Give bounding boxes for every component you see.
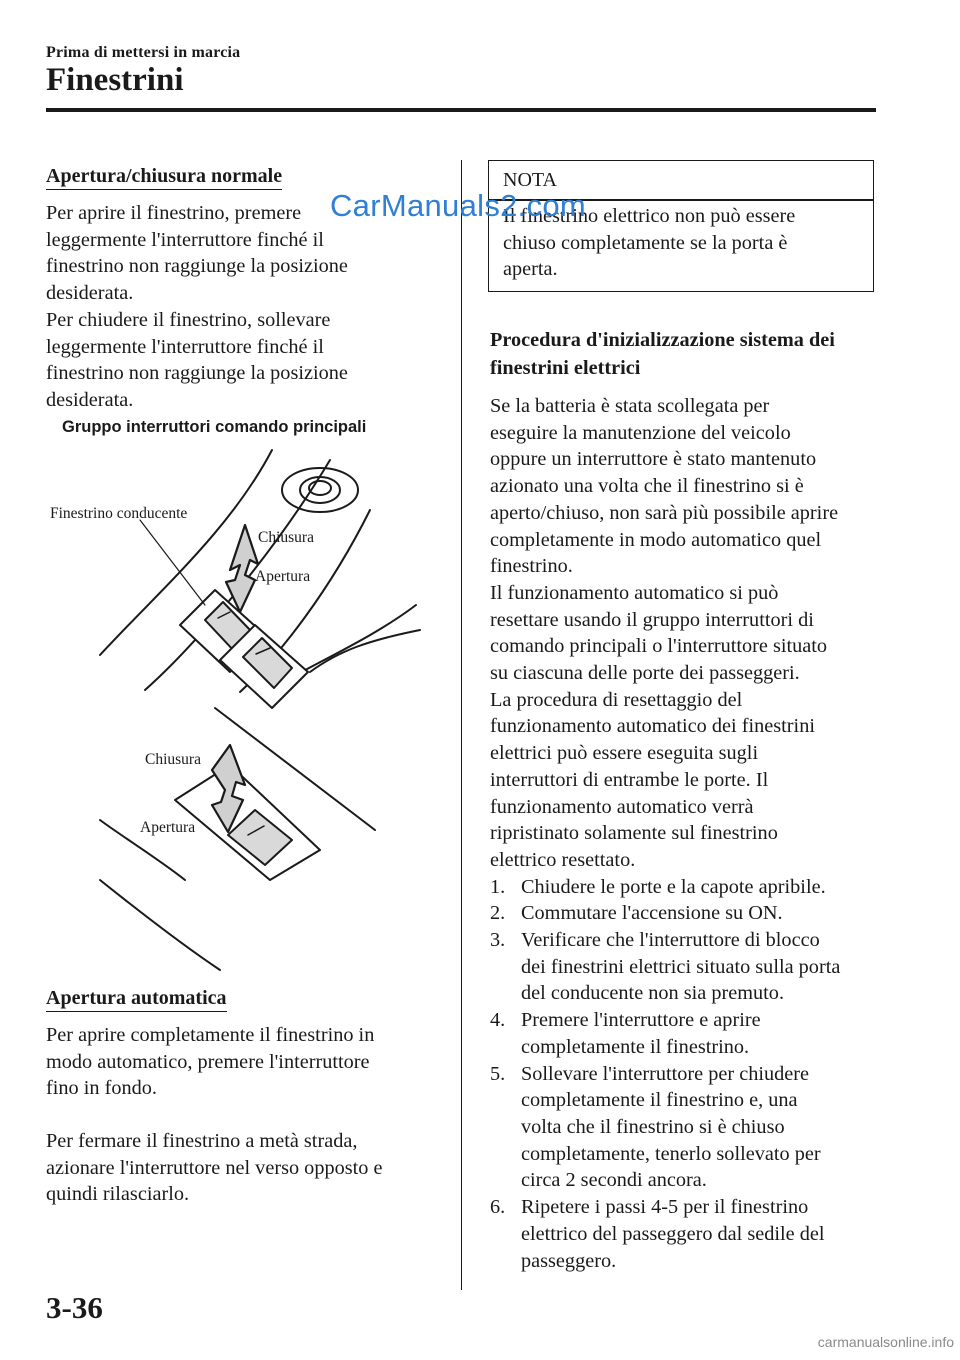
text-line: quindi rilasciarlo. — [46, 1183, 190, 1206]
step-item — [490, 1061, 890, 1195]
text-line: circa 2 secondi ancora. — [521, 1169, 707, 1192]
chapter-title: Finestrini — [46, 62, 184, 98]
header-rule — [46, 108, 876, 112]
text-line: chiuso completamente se la porta è — [503, 231, 788, 254]
leader-line — [140, 520, 205, 605]
armrest-line — [310, 630, 420, 672]
text-line: comando principali o l'interruttore situato — [490, 635, 828, 658]
nota-box — [488, 160, 874, 292]
step-item — [490, 1194, 890, 1274]
text-line: Per fermare il finestrino a metà strada, — [46, 1130, 358, 1152]
page-number: 3-36 — [46, 1290, 103, 1325]
text-line: completamente il finestrino. — [521, 1035, 750, 1058]
text-line: del conducente non sia premuto. — [521, 982, 785, 1005]
text-line: Per chiudere il finestrino, sollevare — [46, 308, 331, 331]
text-line: leggermente l'interruttore finché il — [46, 335, 324, 358]
step-item — [490, 874, 890, 901]
text-line: funzionamento automatico verrà — [490, 795, 754, 818]
step-number: 3. — [490, 929, 506, 952]
text-line: dei finestrini elettrici situato sulla porta — [521, 955, 841, 978]
text-line: ripristinato solamente sul finestrino — [490, 822, 778, 845]
text-line: finestrino non raggiunge la posizione — [46, 362, 348, 385]
figure-caption: Gruppo interruttori comando principali — [62, 418, 367, 436]
heading-init-procedure — [490, 326, 880, 382]
heading-auto-open — [46, 986, 227, 1010]
text-line: Per aprire completamente il finestrino in — [46, 1024, 375, 1046]
text-line: Premere l'interruttore e aprire — [521, 1009, 761, 1032]
text-line: La procedura di resettaggio del — [490, 688, 743, 711]
text-line: finestrino. — [490, 555, 573, 578]
para-normal-operation — [46, 200, 446, 414]
column-divider — [461, 160, 462, 1290]
text-line: volta che il finestrino si è chiuso — [521, 1115, 785, 1138]
label-driver-window: Finestrino conducente — [50, 505, 188, 522]
text-line: finestrino non raggiunge la posizione — [46, 255, 348, 278]
watermark-overlay: CarManuals2.com — [330, 188, 587, 223]
heading-normal-operation-text: Apertura/chiusura normale — [46, 165, 282, 190]
text-line: su ciascuna delle porte dei passeggeri. — [490, 662, 800, 685]
heading-auto-open-text: Apertura automatica — [46, 987, 227, 1012]
text-line: completamente in modo automatico quel — [490, 528, 822, 551]
text-line: azionato una volta che il finestrino si è — [490, 475, 804, 498]
step-number: 2. — [490, 902, 506, 925]
text-line: Chiudere le porte e la capote apribile. — [521, 875, 826, 898]
nota-title: NOTA — [503, 169, 557, 191]
text-line: Il finestrino elettrico non può essere — [503, 205, 796, 227]
text-line: azionare l'interruttore nel verso opposto e — [46, 1156, 383, 1179]
text-line: resettare usando il gruppo interruttori di — [490, 608, 814, 631]
text-line: aperta. — [503, 258, 558, 281]
step-item — [490, 1007, 890, 1060]
text-line: fino in fondo. — [46, 1077, 157, 1100]
text-line: elettrico resettato. — [490, 848, 636, 871]
step-number: 4. — [490, 1009, 506, 1032]
para-auto-open — [46, 1022, 446, 1102]
watermark-footer: carmanualsonline.info — [817, 1334, 954, 1350]
heading-normal-operation — [46, 164, 282, 188]
text-line: Commutare l'accensione su ON. — [521, 902, 783, 925]
text-line: elettrici può essere eseguita sugli — [490, 742, 759, 765]
text-line: Se la batteria è stata scollegata per — [490, 395, 770, 417]
text-line: Sollevare l'interruttore per chiudere — [521, 1062, 810, 1085]
text-line: Procedura d'inizializzazione sistema dei — [490, 329, 835, 351]
procedure-steps — [490, 874, 890, 1275]
label-open: Apertura — [140, 819, 196, 836]
text-line: eseguire la manutenzione del veicolo — [490, 421, 791, 444]
text-line: desiderata. — [46, 282, 134, 305]
label-close: Chiusura — [145, 751, 201, 768]
text-line: aperto/chiuso, non sarà più possibile aprire — [490, 501, 839, 524]
section-title: Prima di mettersi in marcia — [46, 44, 241, 61]
text-line: modo automatico, premere l'interruttore — [46, 1050, 370, 1073]
text-line: Verificare che l'interruttore di blocco — [521, 929, 820, 952]
label-close: Chiusura — [258, 529, 314, 546]
text-line: Ripetere i passi 4-5 per il finestrino — [521, 1196, 809, 1219]
para-stop-window — [46, 1128, 446, 1208]
text-line: leggermente l'interruttore finché il — [46, 228, 324, 251]
text-line: finestrini elettrici — [490, 357, 641, 379]
text-line: completamente il finestrino e, una — [521, 1089, 798, 1112]
window-switch-illustration — [40, 440, 440, 980]
step-number: 5. — [490, 1062, 506, 1085]
text-line: interruttori di entrambe le porte. Il — [490, 768, 769, 791]
step-number: 6. — [490, 1196, 506, 1219]
text-line: passeggero. — [521, 1249, 617, 1272]
text-line: funzionamento automatico dei finestrini — [490, 715, 815, 738]
step-item — [490, 900, 890, 927]
step-item — [490, 927, 890, 1007]
label-open: Apertura — [255, 568, 311, 585]
step-number: 1. — [490, 875, 506, 898]
text-line: elettrico del passeggero dal sedile del — [521, 1222, 825, 1245]
text-line: Per aprire il finestrino, premere — [46, 202, 302, 224]
text-line: desiderata. — [46, 388, 134, 411]
text-line: oppure un interruttore è stato mantenuto — [490, 448, 817, 471]
text-line: Il funzionamento automatico si può — [490, 581, 779, 604]
door-trim-line — [100, 880, 220, 970]
text-line: completamente, tenerlo sollevato per — [521, 1142, 821, 1165]
para-init-procedure — [490, 393, 890, 1274]
